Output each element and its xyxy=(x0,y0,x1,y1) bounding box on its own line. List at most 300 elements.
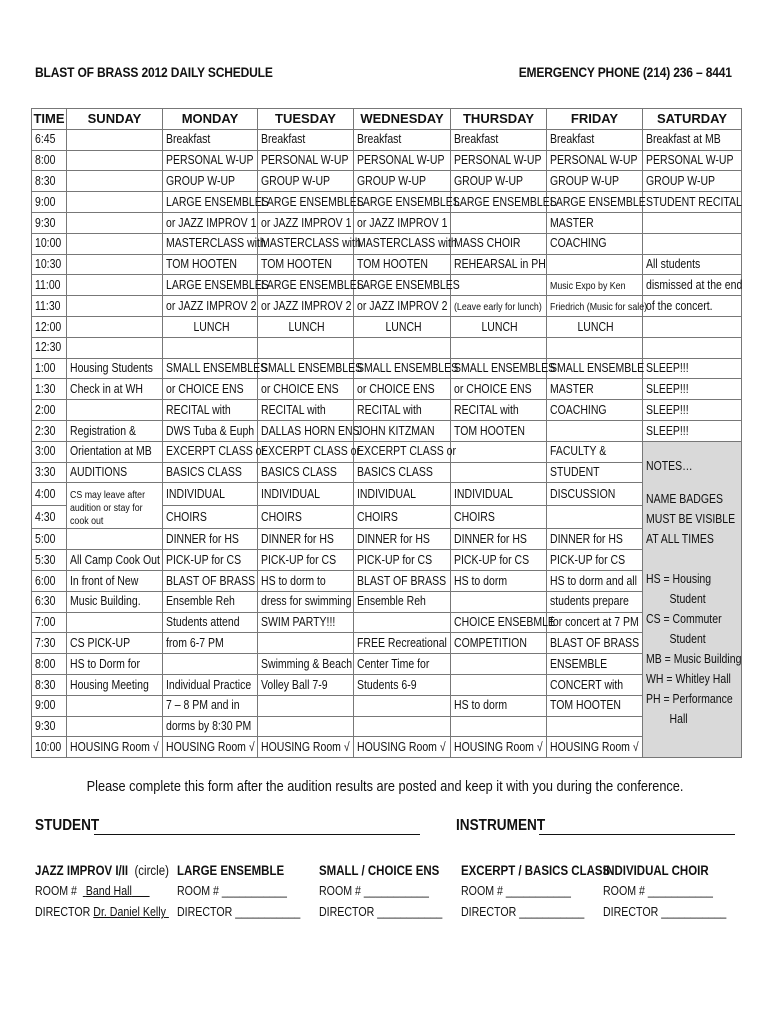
friday-cell: HS to dorm and all xyxy=(547,570,643,591)
saturday-cell: PERSONAL W-UP xyxy=(643,150,742,171)
student-line[interactable] xyxy=(94,834,420,835)
col-header-tuesday: TUESDAY xyxy=(258,109,354,130)
excerpt-heading: EXCERPT / BASICS CLASS xyxy=(461,863,611,878)
tuesday-cell: EXCERPT CLASS or xyxy=(258,441,354,462)
time-cell: 3:00 xyxy=(32,441,67,462)
wednesday-cell: EXCERPT CLASS or xyxy=(354,441,451,462)
time-cell: 3:30 xyxy=(32,462,67,483)
sunday-cell xyxy=(67,254,163,275)
wednesday-cell: Center Time for xyxy=(354,654,451,675)
schedule-row xyxy=(32,420,742,441)
saturday-cell: SLEEP!!! xyxy=(643,420,742,441)
jazz-improv-group xyxy=(35,861,185,923)
time-cell: 10:00 xyxy=(32,233,67,254)
small-choice-group xyxy=(319,861,469,923)
tuesday-cell: LUNCH xyxy=(258,316,354,337)
tuesday-cell: BASICS CLASS xyxy=(258,462,354,483)
monday-cell: PICK-UP for CS xyxy=(163,550,258,571)
thursday-cell xyxy=(451,674,547,695)
tuesday-cell: DALLAS HORN ENS xyxy=(258,420,354,441)
schedule-row xyxy=(32,716,742,737)
monday-cell: or CHOICE ENS xyxy=(163,379,258,400)
sunday-cell xyxy=(67,695,163,716)
friday-cell: Friedrich (Music for sale) xyxy=(547,296,643,317)
friday-cell: HOUSING Room √ xyxy=(547,737,643,758)
sunday-cell: Orientation at MB xyxy=(67,441,163,462)
schedule-row xyxy=(32,358,742,379)
thursday-cell xyxy=(451,337,547,358)
excerpt-basics-group xyxy=(461,861,611,923)
large-director-label: DIRECTOR xyxy=(177,905,233,919)
tuesday-cell: or JAZZ IMPROV 1 xyxy=(258,212,354,233)
thursday-cell xyxy=(451,716,547,737)
notes-box xyxy=(643,441,742,757)
sunday-cell: Housing Meeting xyxy=(67,674,163,695)
time-cell: 9:00 xyxy=(32,192,67,213)
sunday-cell xyxy=(67,612,163,633)
saturday-cell xyxy=(643,337,742,358)
sunday-cell xyxy=(67,337,163,358)
notes-line: AT ALL TIMES xyxy=(646,531,714,546)
friday-cell: ENSEMBLE xyxy=(547,654,643,675)
notes-line: NAME BADGES xyxy=(646,491,724,506)
sunday-cell xyxy=(67,275,163,296)
friday-cell: Breakfast xyxy=(547,129,643,150)
thursday-cell: PERSONAL W-UP xyxy=(451,150,547,171)
wednesday-cell: LARGE ENSEMBLES xyxy=(354,192,451,213)
tuesday-cell: SWIM PARTY!!! xyxy=(258,612,354,633)
wednesday-cell: TOM HOOTEN xyxy=(354,254,451,275)
wednesday-cell: SMALL ENSEMBLES xyxy=(354,358,451,379)
col-header-sunday: SUNDAY xyxy=(67,109,163,130)
saturday-cell xyxy=(643,316,742,337)
thursday-cell: HS to dorm xyxy=(451,570,547,591)
choir-room-field[interactable]: ___________ xyxy=(647,884,713,898)
schedule-row xyxy=(32,591,742,612)
saturday-cell: SLEEP!!! xyxy=(643,400,742,421)
saturday-cell xyxy=(643,212,742,233)
wednesday-cell: RECITAL with xyxy=(354,400,451,421)
tuesday-cell: SMALL ENSEMBLES xyxy=(258,358,354,379)
friday-cell: COACHING xyxy=(547,233,643,254)
sunday-cell: HOUSING Room √ xyxy=(67,737,163,758)
tuesday-cell: DINNER for HS xyxy=(258,529,354,550)
notes-line xyxy=(646,549,726,569)
schedule-row xyxy=(32,254,742,275)
monday-cell: LUNCH xyxy=(163,316,258,337)
tuesday-cell: INDIVIDUAL xyxy=(258,483,354,506)
saturday-cell: of the concert. xyxy=(643,296,742,317)
tuesday-cell: TOM HOOTEN xyxy=(258,254,354,275)
time-cell: 9:30 xyxy=(32,716,67,737)
sunday-cell: CS PICK-UP xyxy=(67,633,163,654)
large-heading: LARGE ENSEMBLE xyxy=(177,863,285,878)
small-room-field[interactable]: ___________ xyxy=(363,884,429,898)
friday-cell: for concert at 7 PM xyxy=(547,612,643,633)
thursday-cell: RECITAL with xyxy=(451,400,547,421)
emergency-phone: EMERGENCY PHONE (214) 236 – 8441 xyxy=(518,64,732,80)
jazz-director-label: DIRECTOR xyxy=(35,905,91,919)
wednesday-cell: CHOIRS xyxy=(354,506,451,529)
thursday-cell xyxy=(451,591,547,612)
thursday-cell xyxy=(451,441,547,462)
time-cell: 8:00 xyxy=(32,150,67,171)
friday-cell: BLAST OF BRASS xyxy=(547,633,643,654)
monday-cell: Breakfast xyxy=(163,129,258,150)
thursday-cell: DINNER for HS xyxy=(451,529,547,550)
wednesday-cell: DINNER for HS xyxy=(354,529,451,550)
tuesday-cell: RECITAL with xyxy=(258,400,354,421)
monday-cell: TOM HOOTEN xyxy=(163,254,258,275)
tuesday-cell xyxy=(258,695,354,716)
friday-cell: PERSONAL W-UP xyxy=(547,150,643,171)
monday-cell: 7 – 8 PM and in xyxy=(163,695,258,716)
thursday-cell: HOUSING Room √ xyxy=(451,737,547,758)
schedule-row xyxy=(32,296,742,317)
schedule-row xyxy=(32,441,742,462)
col-header-monday: MONDAY xyxy=(163,109,258,130)
friday-cell: DINNER for HS xyxy=(547,529,643,550)
time-cell: 10:30 xyxy=(32,254,67,275)
tuesday-cell: LARGE ENSEMBLES xyxy=(258,192,354,213)
large-room-label: ROOM # xyxy=(177,884,219,898)
time-cell: 7:30 xyxy=(32,633,67,654)
saturday-cell: Breakfast at MB xyxy=(643,129,742,150)
friday-cell xyxy=(547,420,643,441)
wednesday-cell: FREE Recreational xyxy=(354,633,451,654)
excerpt-room-label: ROOM # xyxy=(461,884,503,898)
friday-cell: TOM HOOTEN xyxy=(547,695,643,716)
friday-cell: DISCUSSION xyxy=(547,483,643,506)
thursday-cell: PICK-UP for CS xyxy=(451,550,547,571)
wednesday-cell: Ensemble Reh xyxy=(354,591,451,612)
wednesday-cell xyxy=(354,612,451,633)
thursday-cell xyxy=(451,462,547,483)
time-cell: 10:00 xyxy=(32,737,67,758)
choir-director-field[interactable]: ___________ xyxy=(661,905,727,919)
friday-cell: SMALL ENSEMBLE xyxy=(547,358,643,379)
page-title: BLAST OF BRASS 2012 DAILY SCHEDULE xyxy=(35,64,273,80)
saturday-cell: dismissed at the end xyxy=(643,275,742,296)
time-cell: 12:00 xyxy=(32,316,67,337)
schedule-row xyxy=(32,654,742,675)
friday-cell: STUDENT xyxy=(547,462,643,483)
col-header-time: TIME xyxy=(32,109,67,130)
time-cell: 1:00 xyxy=(32,358,67,379)
sunday-cell xyxy=(67,483,163,529)
choir-director-label: DIRECTOR xyxy=(603,905,659,919)
schedule-row xyxy=(32,462,742,483)
tuesday-cell: or CHOICE ENS xyxy=(258,379,354,400)
time-cell: 6:30 xyxy=(32,591,67,612)
schedule-row xyxy=(32,570,742,591)
monday-cell: SMALL ENSEMBLES xyxy=(163,358,258,379)
friday-cell: students prepare xyxy=(547,591,643,612)
jazz-room-value[interactable]: Band Hall xyxy=(85,884,132,898)
monday-cell: or JAZZ IMPROV 2 xyxy=(163,296,258,317)
thursday-cell xyxy=(451,212,547,233)
thursday-cell: LUNCH xyxy=(451,316,547,337)
time-cell: 8:00 xyxy=(32,654,67,675)
wednesday-cell: LARGE ENSEMBLES xyxy=(354,275,451,296)
student-label: STUDENT xyxy=(35,817,100,834)
friday-cell: PICK-UP for CS xyxy=(547,550,643,571)
sunday-cell: AUDITIONS xyxy=(67,462,163,483)
monday-cell: PERSONAL W-UP xyxy=(163,150,258,171)
small-heading: SMALL / CHOICE ENS xyxy=(319,863,440,878)
wednesday-cell: INDIVIDUAL xyxy=(354,483,451,506)
friday-cell: Music Expo by Ken xyxy=(547,275,643,296)
col-header-friday: FRIDAY xyxy=(547,109,643,130)
saturday-cell: STUDENT RECITAL xyxy=(643,192,742,213)
wednesday-cell: PICK-UP for CS xyxy=(354,550,451,571)
sunday-cell: Housing Students xyxy=(67,358,163,379)
notes-line: CS = Commuter xyxy=(646,611,722,626)
notes-line: Student xyxy=(669,591,706,606)
sunday-cell: All Camp Cook Out xyxy=(67,550,163,571)
friday-cell: MASTER xyxy=(547,212,643,233)
time-cell: 12:30 xyxy=(32,337,67,358)
notes-line: MB = Music Building xyxy=(646,651,742,666)
wednesday-cell: GROUP W-UP xyxy=(354,171,451,192)
excerpt-director-field[interactable]: ___________ xyxy=(519,905,585,919)
monday-cell: BASICS CLASS xyxy=(163,462,258,483)
notes-line: Student xyxy=(669,631,706,646)
thursday-cell: CHOICE ENSEBMLE xyxy=(451,612,547,633)
saturday-cell: SLEEP!!! xyxy=(643,358,742,379)
notes-line: Hall xyxy=(669,711,688,726)
monday-cell: or JAZZ IMPROV 1 xyxy=(163,212,258,233)
thursday-cell: (Leave early for lunch) xyxy=(451,296,547,317)
friday-cell xyxy=(547,337,643,358)
thursday-cell: Breakfast xyxy=(451,129,547,150)
friday-cell: CONCERT with xyxy=(547,674,643,695)
wednesday-cell: LUNCH xyxy=(354,316,451,337)
sunday-cell: Registration & xyxy=(67,420,163,441)
schedule-row xyxy=(32,129,742,150)
schedule-row xyxy=(32,275,742,296)
saturday-cell xyxy=(643,233,742,254)
time-cell: 4:00 xyxy=(32,483,67,506)
col-header-saturday: SATURDAY xyxy=(643,109,742,130)
monday-cell: CHOIRS xyxy=(163,506,258,529)
thursday-cell: LARGE ENSEMBLES xyxy=(451,192,547,213)
tuesday-cell: Breakfast xyxy=(258,129,354,150)
sunday-cs-note: CS may leave after audition or stay for cook out xyxy=(70,489,146,528)
monday-cell: LARGE ENSEMBLES xyxy=(163,275,258,296)
wednesday-cell: or JAZZ IMPROV 1 xyxy=(354,212,451,233)
monday-cell: LARGE ENSEMBLES xyxy=(163,192,258,213)
time-cell: 8:30 xyxy=(32,674,67,695)
sunday-cell xyxy=(67,192,163,213)
thursday-cell: TOM HOOTEN xyxy=(451,420,547,441)
instrument-label: INSTRUMENT xyxy=(456,817,546,834)
notes-title: NOTES… xyxy=(646,458,693,473)
schedule-row xyxy=(32,379,742,400)
time-cell: 1:30 xyxy=(32,379,67,400)
time-cell: 7:00 xyxy=(32,612,67,633)
sunday-cell: Check in at WH xyxy=(67,379,163,400)
monday-cell: Students attend xyxy=(163,612,258,633)
time-cell: 4:30 xyxy=(32,506,67,529)
tuesday-cell: MASTERCLASS with xyxy=(258,233,354,254)
monday-cell: Individual Practice xyxy=(163,674,258,695)
time-cell: 5:00 xyxy=(32,529,67,550)
tuesday-cell: PICK-UP for CS xyxy=(258,550,354,571)
monday-cell: HOUSING Room √ xyxy=(163,737,258,758)
friday-cell: LUNCH xyxy=(547,316,643,337)
wednesday-cell xyxy=(354,337,451,358)
friday-cell xyxy=(547,716,643,737)
wednesday-cell: JOHN KITZMAN xyxy=(354,420,451,441)
schedule-row xyxy=(32,633,742,654)
thursday-cell: INDIVIDUAL xyxy=(451,483,547,506)
col-header-wednesday: WEDNESDAY xyxy=(354,109,451,130)
instrument-line[interactable] xyxy=(539,834,735,835)
small-room-label: ROOM # xyxy=(319,884,361,898)
sunday-cell xyxy=(67,716,163,737)
tuesday-cell: Swimming & Beach xyxy=(258,654,354,675)
tuesday-cell xyxy=(258,337,354,358)
friday-cell xyxy=(547,506,643,529)
monday-cell xyxy=(163,337,258,358)
small-director-label: DIRECTOR xyxy=(319,905,375,919)
saturday-cell: GROUP W-UP xyxy=(643,171,742,192)
col-header-thursday: THURSDAY xyxy=(451,109,547,130)
sunday-cell xyxy=(67,150,163,171)
excerpt-room-field[interactable]: ___________ xyxy=(505,884,571,898)
saturday-cell: All students xyxy=(643,254,742,275)
tuesday-cell: Volley Ball 7-9 xyxy=(258,674,354,695)
choir-heading: INDIVIDUAL CHOIR xyxy=(603,863,709,878)
time-cell: 11:30 xyxy=(32,296,67,317)
schedule-row xyxy=(32,483,742,506)
choir-room-label: ROOM # xyxy=(603,884,645,898)
friday-cell: MASTER xyxy=(547,379,643,400)
monday-cell: dorms by 8:30 PM xyxy=(163,716,258,737)
notes-line: MUST BE VISIBLE xyxy=(646,511,736,526)
schedule-row xyxy=(32,171,742,192)
wednesday-cell: PERSONAL W-UP xyxy=(354,150,451,171)
schedule-row xyxy=(32,529,742,550)
monday-cell: Ensemble Reh xyxy=(163,591,258,612)
schedule-row xyxy=(32,233,742,254)
wednesday-cell: MASTERCLASS with xyxy=(354,233,451,254)
monday-cell: DINNER for HS xyxy=(163,529,258,550)
thursday-cell: COMPETITION xyxy=(451,633,547,654)
wednesday-cell: Students 6-9 xyxy=(354,674,451,695)
large-ensemble-group xyxy=(177,861,327,923)
notes-line: PH = Performance xyxy=(646,691,733,706)
sunday-cell: Music Building. xyxy=(67,591,163,612)
tuesday-cell: LARGE ENSEMBLES xyxy=(258,275,354,296)
friday-cell: LARGE ENSEMBLE xyxy=(547,192,643,213)
time-cell: 5:30 xyxy=(32,550,67,571)
notes-line: HS = Housing xyxy=(646,571,712,586)
schedule-row xyxy=(32,337,742,358)
thursday-cell: REHEARSAL in PH xyxy=(451,254,547,275)
schedule-row xyxy=(32,192,742,213)
time-cell: 8:30 xyxy=(32,171,67,192)
monday-cell: INDIVIDUAL xyxy=(163,483,258,506)
large-director-field[interactable]: ___________ xyxy=(235,905,301,919)
sunday-cell xyxy=(67,129,163,150)
wednesday-cell: BASICS CLASS xyxy=(354,462,451,483)
sunday-cell: HS to Dorm for xyxy=(67,654,163,675)
tuesday-cell xyxy=(258,716,354,737)
sunday-cell: In front of New xyxy=(67,570,163,591)
tuesday-cell: or JAZZ IMPROV 2 xyxy=(258,296,354,317)
wednesday-cell: Breakfast xyxy=(354,129,451,150)
friday-cell: GROUP W-UP xyxy=(547,171,643,192)
monday-cell: GROUP W-UP xyxy=(163,171,258,192)
sunday-cell xyxy=(67,212,163,233)
monday-cell xyxy=(163,654,258,675)
thursday-cell: or CHOICE ENS xyxy=(451,379,547,400)
excerpt-director-label: DIRECTOR xyxy=(461,905,517,919)
sunday-cell xyxy=(67,171,163,192)
friday-cell: FACULTY & xyxy=(547,441,643,462)
wednesday-cell: or JAZZ IMPROV 2 xyxy=(354,296,451,317)
wednesday-cell: or CHOICE ENS xyxy=(354,379,451,400)
tuesday-cell: PERSONAL W-UP xyxy=(258,150,354,171)
saturday-cell: SLEEP!!! xyxy=(643,379,742,400)
thursday-cell: SMALL ENSEMBLES xyxy=(451,358,547,379)
schedule-row xyxy=(32,400,742,421)
tuesday-cell: HOUSING Room √ xyxy=(258,737,354,758)
schedule-row xyxy=(32,695,742,716)
monday-cell: from 6-7 PM xyxy=(163,633,258,654)
schedule-row xyxy=(32,612,742,633)
tuesday-cell xyxy=(258,633,354,654)
monday-cell: EXCERPT CLASS or xyxy=(163,441,258,462)
time-cell: 11:00 xyxy=(32,275,67,296)
schedule-row xyxy=(32,550,742,571)
large-room-field[interactable]: ___________ xyxy=(221,884,287,898)
jazz-circle-note: (circle) xyxy=(134,863,169,878)
schedule-row xyxy=(32,150,742,171)
jazz-director-value[interactable]: Dr. Daniel Kelly xyxy=(93,905,166,919)
wednesday-cell xyxy=(354,716,451,737)
schedule-row xyxy=(32,737,742,758)
thursday-cell xyxy=(451,654,547,675)
tuesday-cell: HS to dorm to xyxy=(258,570,354,591)
tuesday-cell: dress for swimming xyxy=(258,591,354,612)
schedule-row xyxy=(32,212,742,233)
tuesday-cell: CHOIRS xyxy=(258,506,354,529)
small-director-field[interactable]: ___________ xyxy=(377,905,443,919)
tuesday-cell: GROUP W-UP xyxy=(258,171,354,192)
time-cell: 2:00 xyxy=(32,400,67,421)
notes-line: WH = Whitley Hall xyxy=(646,671,731,686)
monday-cell: DWS Tuba & Euph xyxy=(163,420,258,441)
wednesday-cell xyxy=(354,695,451,716)
jazz-heading: JAZZ IMPROV I/II xyxy=(35,863,129,878)
thursday-cell: HS to dorm xyxy=(451,695,547,716)
time-cell: 6:45 xyxy=(32,129,67,150)
sunday-cell xyxy=(67,529,163,550)
wednesday-cell: BLAST OF BRASS xyxy=(354,570,451,591)
schedule-row xyxy=(32,674,742,695)
thursday-cell: MASS CHOIR xyxy=(451,233,547,254)
time-cell: 9:00 xyxy=(32,695,67,716)
monday-cell: MASTERCLASS with xyxy=(163,233,258,254)
monday-cell: BLAST OF BRASS xyxy=(163,570,258,591)
footnote: Please complete this form after the audition results are posted and keep it with you during the conference. xyxy=(86,778,684,795)
thursday-cell xyxy=(451,275,547,296)
sunday-cell xyxy=(67,296,163,317)
time-cell: 2:30 xyxy=(32,420,67,441)
